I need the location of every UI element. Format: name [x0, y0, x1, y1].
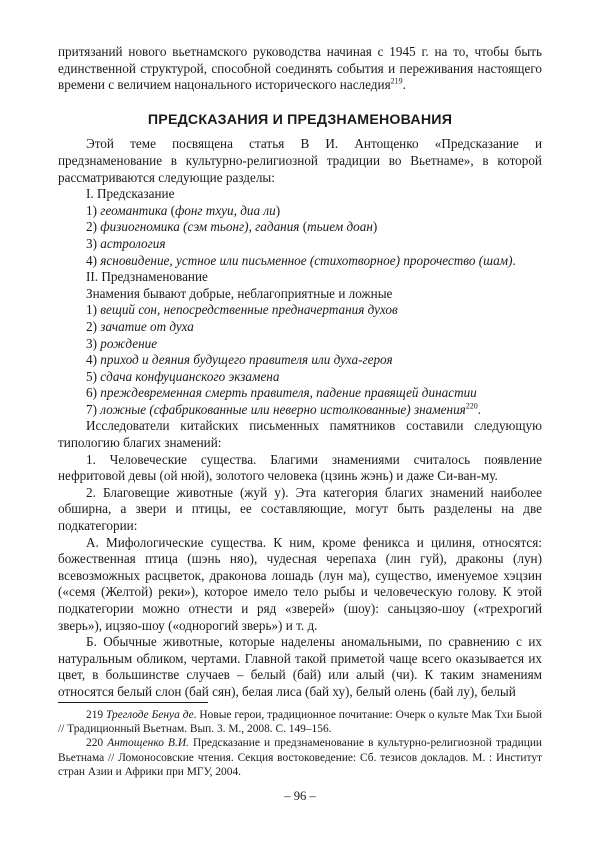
list-item: 2) зачатие от духа	[86, 318, 194, 334]
list-item: 2) физиогномика (сэм тьонг), гадания (тьием доан)	[86, 219, 378, 235]
list-intro: Знамения бывают добрые, неблагоприятные и ложные	[86, 285, 393, 301]
paragraph: 2. Благовещие животные (жуй у). Эта категория благих знамений наиболее обширна, а звери и птицы, ее составляющие, могут быть разделены на две подкатегории:	[58, 484, 542, 534]
list-item: 3) астрология	[86, 235, 166, 251]
intro-paragraph: притязаний нового вьетнамского руководства начиная с 1945 г. на то, чтобы быть единственной структурой, способной соединять события и переживания настоящего времени с величием нацонального исторического наследия$^{219}$.	[58, 44, 542, 93]
section-heading: ПРЕДСКАЗАНИЯ И ПРЕДЗНАМЕНОВАНИЯ	[147, 111, 453, 128]
section-label: I. Предсказание	[86, 186, 175, 202]
footnote-220: 220 Антощенко В.И. Предсказание и предзнаменование в культурно-религиозной традиции Вьетнама // Ломоносовские чтения. Секция востоковедение: Сб. тезисов докладов. М. : Институт стран Азии и Африки при МГУ, 2004.	[58, 737, 543, 778]
list-item: 4) ясновидение, устное или письменное (стихотворное) пророчество (шам).	[86, 252, 516, 268]
list-item: 4) приход и деяния будущего правителя или духа-героя	[86, 352, 393, 368]
list-item: 1) вещий сон, непосредственные предначертания духов	[86, 302, 398, 318]
paragraph: Исследователи китайских письменных памятников составили следующую типологию благих знамений:	[58, 418, 542, 451]
footnote-ref-220[interactable]: 220	[465, 401, 478, 411]
list-item: 1) геомантика (фонг тхуи, диа ли)	[86, 202, 281, 218]
paragraph: Этой теме посвящена статья В И. Антощенко «Предсказание и предзнаменование в культурно-религиозной традиции во Вьетнаме», в которой рассматриваются следующие разделы:	[58, 136, 542, 185]
paragraph: Б. Обычные животные, которые наделены аномальными, по сравнению с их натуральным обликом, чертами. Главной такой приметой чаще всего оказывается их цвет, в большинстве случаев – белый (бай) или алый (чи). К таким знамениям относятся белый слон (бай сян), белая лиса (бай ху), белый олень (бай лу), белый	[58, 634, 542, 699]
body-text	[58, 44, 542, 701]
footnote-ref-219[interactable]: 219	[390, 76, 403, 86]
list-item: 7) ложные (сфабрикованные или неверно истолкованные) знамения$^{220}$.	[86, 401, 482, 417]
page-number: – 96 –	[284, 789, 316, 803]
section-label: II. Предзнаменование	[86, 269, 208, 285]
footnotes	[58, 708, 542, 779]
paragraph: А. Мифологические существа. К ним, кроме феникса и цилиня, относятся: божественная птица (шэнь няо), чудесная черепаха (лин гуй), драконы (лун) всевозможных расцветок, драконова лошадь (лун ма), существо, именуемое хэцзин («семя (Желтой) реки»), которое имело тело рыбы и человеческую голову. К этой подкатегории можно отнести и ряд «зверей» (шоу): саньцзяо-шоу («трехрогий зверь»), ицзяо-шоу («однорогий зверь») и т. д.	[58, 534, 542, 633]
list-item: 5) сдача конфуцианского экзамена	[86, 368, 280, 384]
footnote-divider	[58, 702, 208, 703]
footnote-219: 219 Треглоде Бенуа де. Новые герои, традиционное почитание: Очерк о культе Мак Тхи Быой // Традиционный Вьетнам. Вып. 3. М., 2008. С. 149–156.	[58, 709, 542, 736]
list-item: 3) рождение	[86, 335, 158, 351]
paragraph: 1. Человеческие существа. Благими знамениями считалось появление нефритовой девы (ой нюй), золотого человека (цзинь жэнь) и даже Си-ван-му.	[58, 451, 542, 484]
list-item: 6) преждевременная смерть правителя, падение правящей династии	[86, 385, 477, 401]
